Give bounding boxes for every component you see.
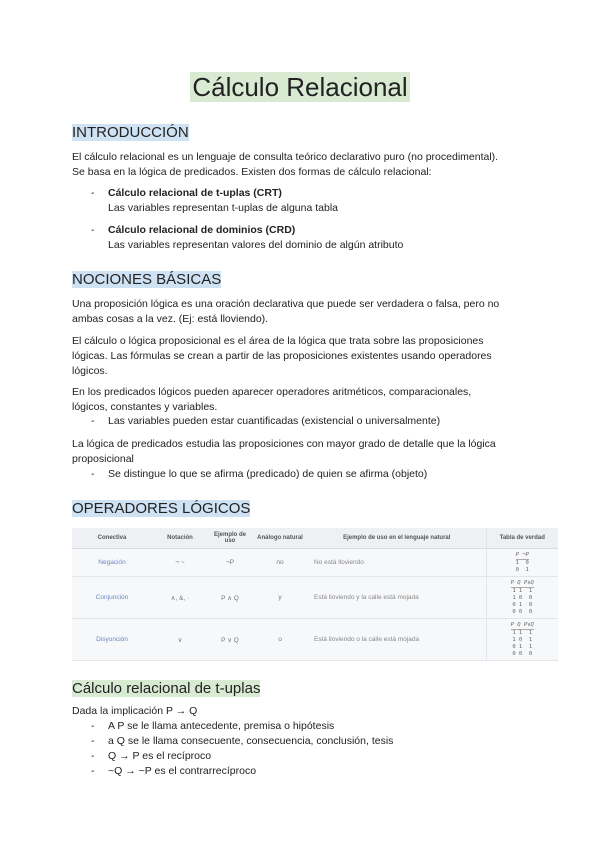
nociones-p4-bullet: Se distingue lo que se afirma (predicado) de quien se afirma (objeto) xyxy=(108,468,428,480)
truth-table: P Q P∨Q 1 1 1 1 0 1 0 1 1 0 0 0 xyxy=(510,621,534,657)
bullet-dash: - xyxy=(91,468,95,480)
cell-conectiva: Disyunción xyxy=(72,619,152,661)
nociones-p4-line: proposicional xyxy=(72,453,134,465)
column-header: Notación xyxy=(152,528,208,549)
crt-item: a Q se le llama consecuente, consecuencia, conclusión, tesis xyxy=(108,735,394,747)
bullet-dash: - xyxy=(91,720,95,732)
nociones-p2-line: lógicos. xyxy=(72,365,108,377)
column-header: Análogo natural xyxy=(252,528,308,549)
column-header: Tabla de verdad xyxy=(486,528,558,549)
cell-natural: Está lloviendo y la calle está mojada xyxy=(308,577,486,619)
cell-analogo: y xyxy=(252,577,308,619)
table-row xyxy=(72,577,558,619)
nociones-p3-bullet: Las variables pueden estar cuantificadas (existencial o universalmente) xyxy=(108,415,441,427)
cell-analogo: o xyxy=(252,619,308,661)
cell-notacion: ∧, &, · xyxy=(152,577,208,619)
intro-item-desc: Las variables representan t-uplas de alguna tabla xyxy=(108,202,338,214)
truth-table: P Q P∧Q 1 1 1 1 0 0 0 1 0 0 0 0 xyxy=(510,579,534,615)
nociones-p4-line: La lógica de predicados estudia las proposiciones con mayor grado de detalle que la lógica xyxy=(72,438,496,450)
cell-ejemplo: ¬P xyxy=(208,549,252,577)
crt-intro: Dada la implicación P → Q xyxy=(72,705,198,717)
cell-conectiva: Negación xyxy=(72,549,152,577)
heading-operadores: OPERADORES LÓGICOS xyxy=(72,500,251,517)
cell-truth-table xyxy=(486,549,558,577)
bullet-dash: - xyxy=(91,187,95,199)
heading-crt: Cálculo relacional de t-uplas xyxy=(72,680,261,697)
bullet-dash: - xyxy=(91,224,95,236)
cell-conectiva: Conjunción xyxy=(72,577,152,619)
column-header: Ejemplo de uso en el lenguaje natural xyxy=(308,528,486,549)
truth-table: P ¬P 1 0 0 1 xyxy=(515,551,529,573)
nociones-p1-line: ambas cosas a la vez. (Ej: está lloviendo). xyxy=(72,313,269,325)
cell-analogo: no xyxy=(252,549,308,577)
nociones-p2-line: lógicas. Las fórmulas se crean a partir de las proposiciones existentes usando operadores xyxy=(72,350,492,362)
cell-natural: Está lloviendo o la calle está mojada xyxy=(308,619,486,661)
intro-item-desc: Las variables representan valores del dominio de algún atributo xyxy=(108,239,404,251)
cell-ejemplo: P ∨ Q xyxy=(208,619,252,661)
page-title-text: Cálculo Relacional xyxy=(192,72,408,102)
cell-truth-table xyxy=(486,619,558,661)
crt-item: ~Q → ~P es el contrarrecíproco xyxy=(108,765,257,777)
intro-item-title: Cálculo relacional de dominios (CRD) xyxy=(108,224,296,236)
table-row xyxy=(72,619,558,661)
column-header: Conectiva xyxy=(72,528,152,549)
crt-item: A P se le llama antecedente, premisa o hipótesis xyxy=(108,720,335,732)
column-header: Ejemplo de uso xyxy=(208,528,252,549)
intro-para-2: Se basa en la lógica de predicados. Existen dos formas de cálculo relacional: xyxy=(72,166,432,178)
table-header-row xyxy=(72,528,558,549)
intro-para-1: El cálculo relacional es un lenguaje de consulta teórico declarativo puro (no procedimental). xyxy=(72,151,499,163)
cell-truth-table xyxy=(486,577,558,619)
nociones-p1-line: Una proposición lógica es una oración declarativa que puede ser verdadera o falsa, pero no xyxy=(72,298,500,310)
intro-item-title: Cálculo relacional de t-uplas (CRT) xyxy=(108,187,282,199)
bullet-dash: - xyxy=(91,765,95,777)
heading-introduccion: INTRODUCCIÓN xyxy=(72,124,189,141)
nociones-p3-line: lógicos, constantes y variables. xyxy=(72,401,218,413)
cell-notacion: ¬ ~ xyxy=(152,549,208,577)
bullet-dash: - xyxy=(91,415,95,427)
page-title xyxy=(0,72,600,103)
bullet-dash: - xyxy=(91,750,95,762)
cell-notacion: ∨ xyxy=(152,619,208,661)
operators-table xyxy=(72,528,558,661)
table-row xyxy=(72,549,558,577)
crt-item: Q → P es el recíproco xyxy=(108,750,212,762)
heading-nociones: NOCIONES BÁSICAS xyxy=(72,271,222,288)
cell-ejemplo: P ∧ Q xyxy=(208,577,252,619)
nociones-p2-line: El cálculo o lógica proposicional es el área de la lógica que trata sobre las proposiciones xyxy=(72,335,484,347)
nociones-p3-line: En los predicados lógicos pueden aparecer operadores aritméticos, comparacionales, xyxy=(72,386,472,398)
cell-natural: No está lloviendo xyxy=(308,549,486,577)
bullet-dash: - xyxy=(91,735,95,747)
